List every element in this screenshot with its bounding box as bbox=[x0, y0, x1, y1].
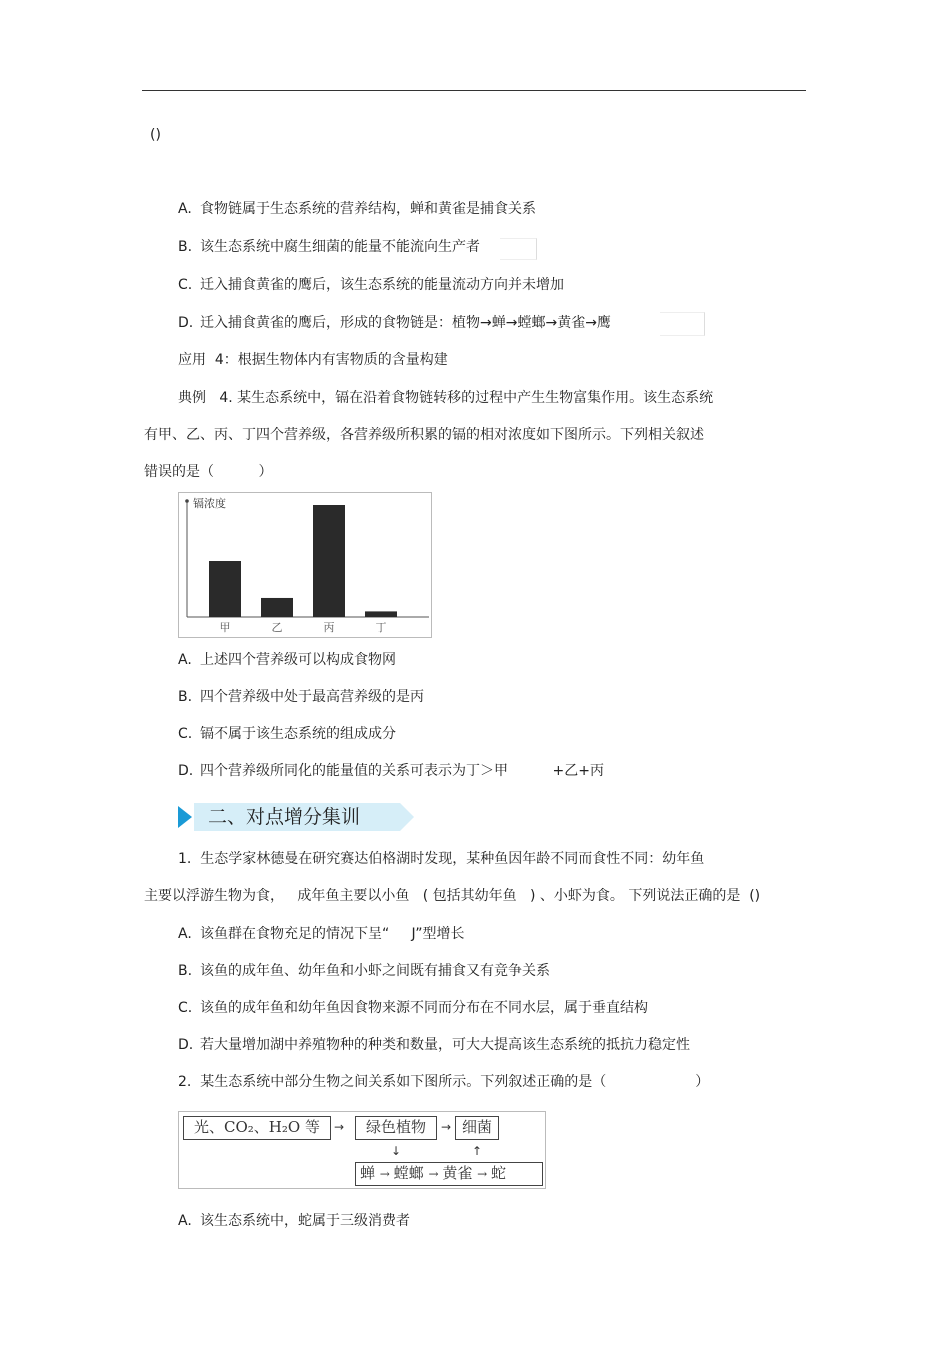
q-prev-option-d bbox=[178, 314, 611, 332]
q-prev-option-a bbox=[178, 200, 536, 218]
example4-option-b bbox=[178, 688, 424, 706]
option-letter: C. bbox=[178, 1000, 193, 1016]
option-text: 食物链属于生态系统的营养结构，蝉和黄雀是捕食关系 bbox=[200, 201, 536, 217]
option-text: 上述四个营养级可以构成食物网 bbox=[200, 652, 396, 668]
example4-line1: 典例 4. 某生态系统中，镉在沿着食物链转移的过程中产生生物富集作用。该生态系统 bbox=[178, 390, 714, 406]
option-text: 四个营养级中处于最高营养级的是丙 bbox=[200, 689, 424, 705]
arrow-right-icon: → bbox=[441, 1120, 452, 1134]
chain-node-snake: 蛇 bbox=[491, 1164, 507, 1182]
option-letter: C. bbox=[178, 277, 193, 293]
option-letter: D. bbox=[178, 1037, 194, 1053]
q1-option-b bbox=[178, 962, 550, 980]
example4-option-c bbox=[178, 725, 396, 743]
diagram-decomposer-box: 细菌 bbox=[455, 1116, 499, 1140]
scan-artifact bbox=[660, 312, 705, 336]
diagram-producer-box: 绿色植物 bbox=[355, 1116, 437, 1140]
arrow-up-icon: ↑ bbox=[472, 1144, 483, 1158]
option-letter: B. bbox=[178, 963, 193, 979]
option-text: 该生态系统中，蛇属于三级消费者 bbox=[200, 1213, 410, 1229]
q-prev-option-c bbox=[178, 276, 564, 294]
section-banner bbox=[178, 803, 414, 831]
option-letter: B. bbox=[178, 239, 193, 255]
option-text: 该鱼的成年鱼、幼年鱼和小虾之间既有捕食又有竞争关系 bbox=[200, 963, 550, 979]
q2-option-a bbox=[178, 1212, 410, 1230]
cadmium-bar-chart bbox=[178, 492, 432, 638]
option-text: 迁入捕食黄雀的鹰后，形成的食物链是：植物→蝉→螳螂→黄雀→鹰 bbox=[200, 315, 611, 331]
scan-artifact bbox=[500, 238, 537, 260]
option-letter: A. bbox=[178, 201, 192, 217]
arrow-right-icon: → bbox=[379, 1167, 394, 1181]
q1-option-c bbox=[178, 999, 648, 1017]
example4-line3: 错误的是（ ） bbox=[144, 464, 273, 480]
chain-node-oriole: 黄雀 bbox=[442, 1164, 473, 1182]
diagram-source-box: 光、CO₂、H₂O 等 bbox=[183, 1116, 331, 1140]
example4-option-a bbox=[178, 651, 396, 669]
bar-丁 bbox=[365, 611, 397, 617]
option-text: 该鱼的成年鱼和幼年鱼因食物来源不同而分布在不同水层，属于垂直结构 bbox=[200, 1000, 648, 1016]
chart-svg bbox=[179, 493, 431, 637]
example4-option-d bbox=[178, 762, 604, 780]
option-text: 四个营养级所同化的能量值的关系可表示为丁＞甲 +乙+丙 bbox=[200, 763, 604, 779]
option-text: 镉不属于该生态系统的组成成分 bbox=[200, 726, 396, 742]
q2-stem: 2. 某生态系统中部分生物之间关系如下图所示。下列叙述正确的是（ ） bbox=[178, 1074, 710, 1090]
option-letter: A. bbox=[178, 926, 192, 942]
option-letter: A. bbox=[178, 652, 192, 668]
arrow-right-icon: → bbox=[477, 1167, 492, 1181]
chain-node-cicada: 蝉 bbox=[360, 1164, 376, 1182]
application-heading: 应用 4：根据生物体内有害物质的含量构建 bbox=[178, 352, 448, 368]
option-letter: C. bbox=[178, 726, 193, 742]
food-web-diagram bbox=[178, 1111, 546, 1189]
q-prev-option-b bbox=[178, 238, 480, 256]
bar-丙 bbox=[313, 505, 345, 617]
section-banner-shape bbox=[178, 803, 414, 831]
section-title: 二、对点增分集训 bbox=[208, 806, 361, 828]
option-letter: A. bbox=[178, 1213, 192, 1229]
diagram-chain-box bbox=[355, 1162, 543, 1186]
option-letter: D. bbox=[178, 763, 194, 779]
arrow-down-icon: ↓ bbox=[391, 1144, 402, 1158]
play-arrow-icon bbox=[178, 806, 192, 828]
option-letter: D. bbox=[178, 315, 194, 331]
q1-line1: 1. 生态学家林德曼在研究赛达伯格湖时发现，某种鱼因年龄不同而食性不同：幼年鱼 bbox=[178, 851, 705, 867]
x-tick-label: 甲 bbox=[219, 621, 231, 634]
bar-乙 bbox=[261, 598, 293, 617]
bar-甲 bbox=[209, 561, 241, 617]
option-text: 该生态系统中腐生细菌的能量不能流向生产者 bbox=[200, 239, 480, 255]
arrow-right-icon: → bbox=[428, 1167, 443, 1181]
option-text: 迁入捕食黄雀的鹰后，该生态系统的能量流动方向并未增加 bbox=[200, 277, 564, 293]
x-tick-label: 丙 bbox=[323, 621, 335, 634]
q1-option-a bbox=[178, 925, 464, 943]
q1-option-d bbox=[178, 1036, 690, 1054]
y-axis-arrow-icon bbox=[185, 499, 189, 503]
option-text: 若大量增加湖中养殖物种的种类和数量，可大大提高该生态系统的抵抗力稳定性 bbox=[200, 1037, 690, 1053]
option-text: 该鱼群在食物充足的情况下呈“ J”型增长 bbox=[200, 926, 465, 942]
x-tick-label: 丁 bbox=[375, 621, 387, 634]
example4-line2: 有甲、乙、丙、丁四个营养级，各营养级所积累的镉的相对浓度如下图所示。下列相关叙述 bbox=[144, 427, 704, 443]
y-axis-label: 镉浓度 bbox=[193, 497, 226, 510]
q1-line2: 主要以浮游生物为食， 成年鱼主要以小鱼 ( 包括其幼年鱼 ) 、小虾为食。 下列说法正确的是 () bbox=[144, 888, 761, 904]
chain-node-mantis: 螳螂 bbox=[393, 1164, 424, 1182]
arrow-right-icon: → bbox=[334, 1120, 345, 1134]
header-rule bbox=[142, 90, 806, 91]
option-letter: B. bbox=[178, 689, 193, 705]
x-tick-label: 乙 bbox=[271, 621, 283, 634]
header-fragment: () bbox=[150, 127, 161, 143]
